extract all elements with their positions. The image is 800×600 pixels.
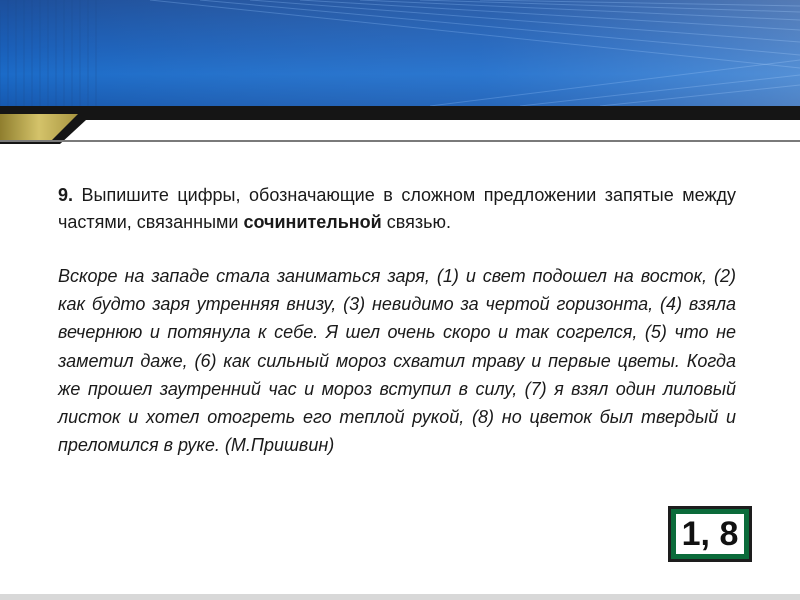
passage-text: Вскоре на западе стала заниматься заря, (1) и свет подошел на восток, (2) как будто заря утренняя внизу, (3) невидимо за чертой горизонта, (4) взяла вечернюю и потянула к себе. Я шел очень скоро и так согрелся, (5) что не заметил даже, (6) как сильный мороз схватил траву и первые цветы. Когда же прошел заутренний час и мороз вступил в силу, (7) я взял один лиловый листок и хотел отогреть его теплой рукой, (8) но цветок был твердый и преломился в руке. (М.Пришвин)	[58, 266, 736, 456]
answer-text: 1, 8	[675, 513, 745, 555]
bottom-strip	[0, 594, 800, 600]
header-divider-stripe	[0, 106, 800, 144]
task-text-bold: сочинительной	[243, 212, 382, 232]
stripe-graphic	[0, 106, 800, 144]
banner-light-rays	[0, 0, 800, 106]
task-text-after: связью.	[381, 212, 451, 232]
task-number: 9.	[58, 185, 74, 205]
task-text-before: Выпишите цифры, обозначающие в сложном предложении запятые между частями, связанными	[58, 185, 736, 232]
task-instruction	[58, 182, 736, 236]
answer-box	[668, 506, 752, 562]
title-banner	[0, 0, 800, 106]
